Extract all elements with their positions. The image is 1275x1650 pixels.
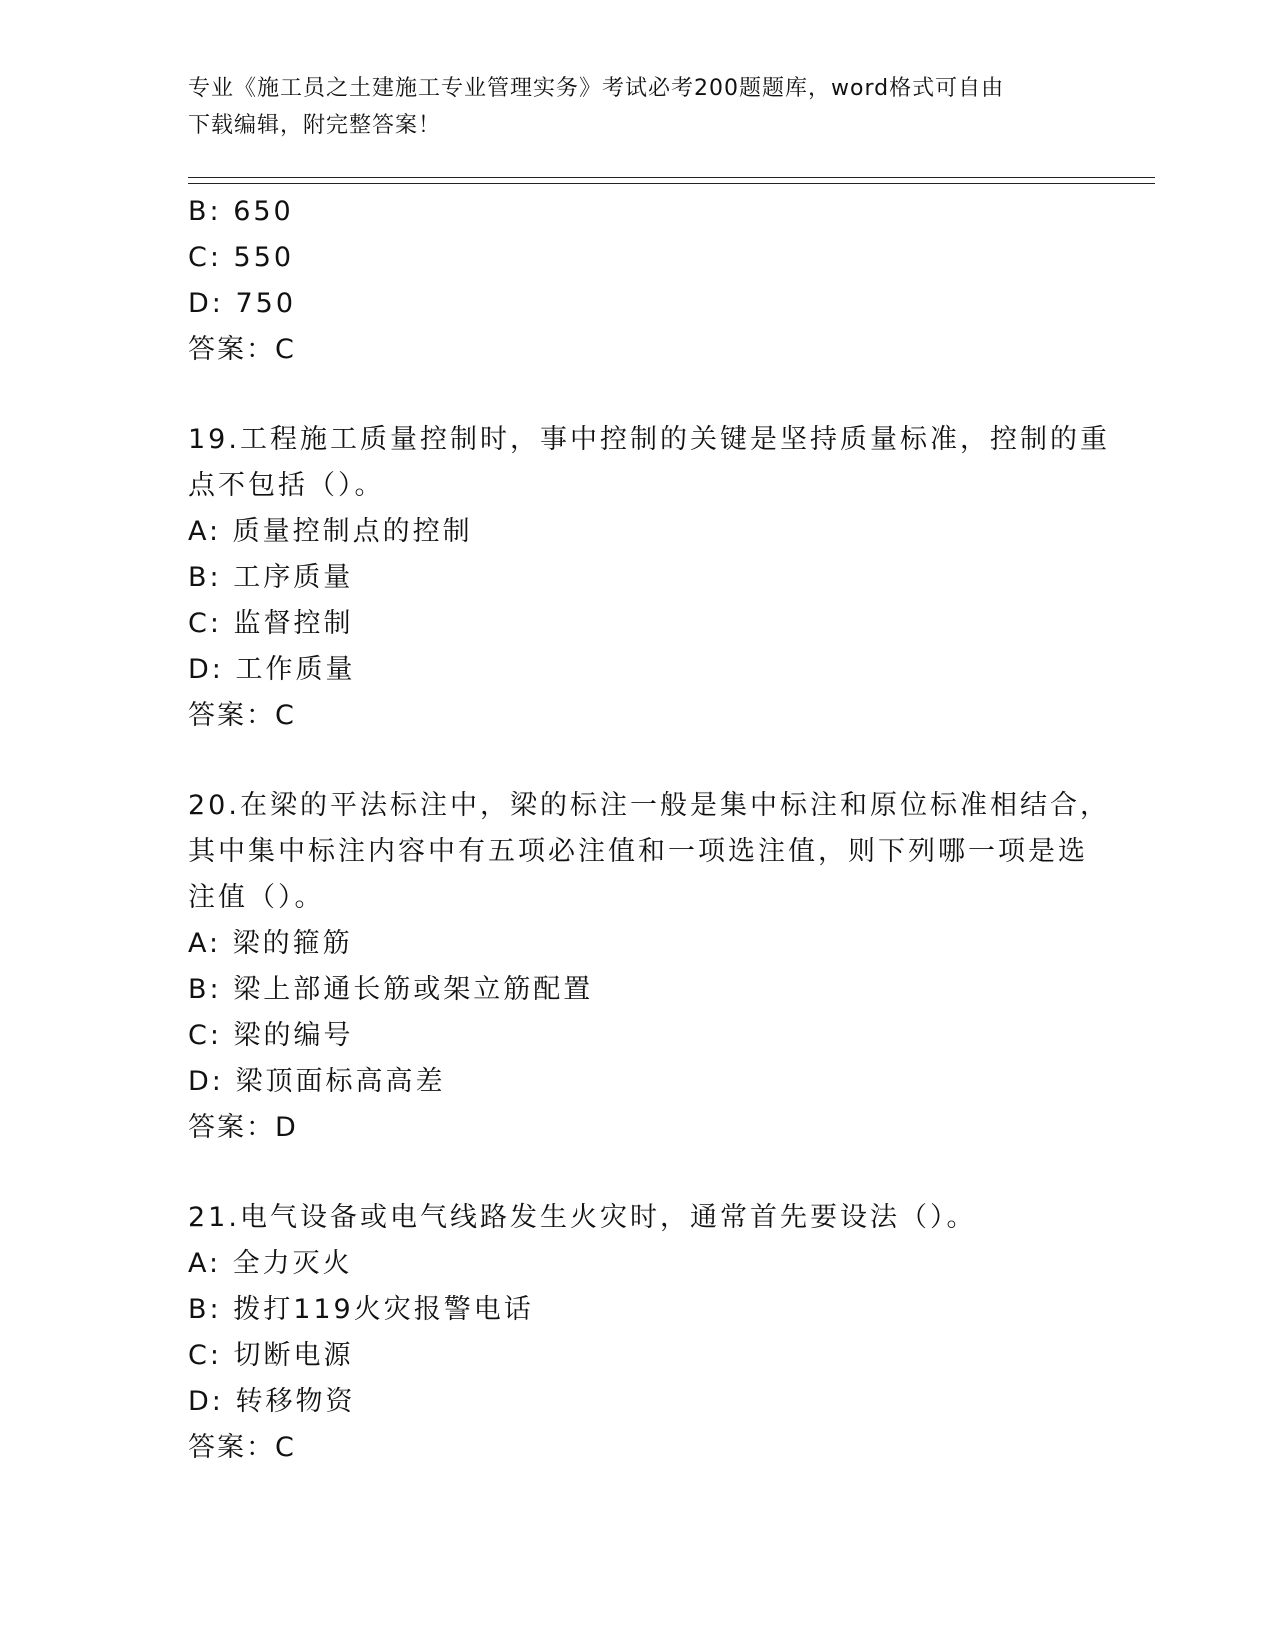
answer-line: 答案：C [188, 334, 296, 365]
question-text-line: 注值（）。 [188, 882, 325, 913]
question-spacer [188, 1151, 1088, 1195]
option-a: A: 质量控制点的控制 [188, 516, 473, 547]
header-title-line-1: 专业《施工员之土建施工专业管理实务》考试必考200题题库，word格式可自由 [188, 76, 1005, 101]
question-content [188, 189, 1110, 1471]
question-19 [188, 417, 1110, 739]
option-c: C: 切断电源 [188, 1340, 354, 1371]
question-spacer [188, 373, 1088, 417]
header-title-line-2: 下载编辑，附完整答案！ [188, 113, 442, 138]
option-c: C: 梁的编号 [188, 1020, 354, 1051]
option-d: D: 750 [188, 288, 297, 319]
option-d: D: 转移物资 [188, 1386, 356, 1417]
option-c: C: 监督控制 [188, 608, 354, 639]
question-spacer [188, 739, 1088, 783]
answer-line: 答案：D [188, 1112, 298, 1143]
option-b: B: 工序质量 [188, 562, 354, 593]
option-d: D: 梁顶面标高高差 [188, 1066, 446, 1097]
document-header [188, 70, 1068, 144]
option-b: B: 650 [188, 196, 294, 227]
question-20 [188, 783, 1110, 1151]
option-a: A: 梁的箍筋 [188, 928, 353, 959]
question-21 [188, 1195, 1088, 1471]
question-text-line: 其中集中标注内容中有五项必注值和一项选注值，则下列哪一项是选 [188, 836, 1088, 867]
answer-line: 答案：C [188, 1432, 296, 1463]
previous-question-tail [188, 189, 1088, 373]
header-divider [188, 177, 1155, 184]
question-text-line: 19.工程施工质量控制时，事中控制的关键是坚持质量标准，控制的重 [188, 424, 1110, 455]
question-text-line: 点不包括（）。 [188, 470, 385, 501]
option-c: C: 550 [188, 242, 295, 273]
option-b: B: 梁上部通长筋或架立筋配置 [188, 974, 594, 1005]
option-b: B: 拨打119火灾报警电话 [188, 1294, 534, 1325]
option-a: A: 全力灭火 [188, 1248, 353, 1279]
option-d: D: 工作质量 [188, 654, 356, 685]
question-text-line: 21.电气设备或电气线路发生火灾时，通常首先要设法（）。 [188, 1202, 977, 1233]
question-text-line: 20.在梁的平法标注中，梁的标注一般是集中标注和原位标准相结合， [188, 790, 1110, 821]
answer-line: 答案：C [188, 700, 296, 731]
